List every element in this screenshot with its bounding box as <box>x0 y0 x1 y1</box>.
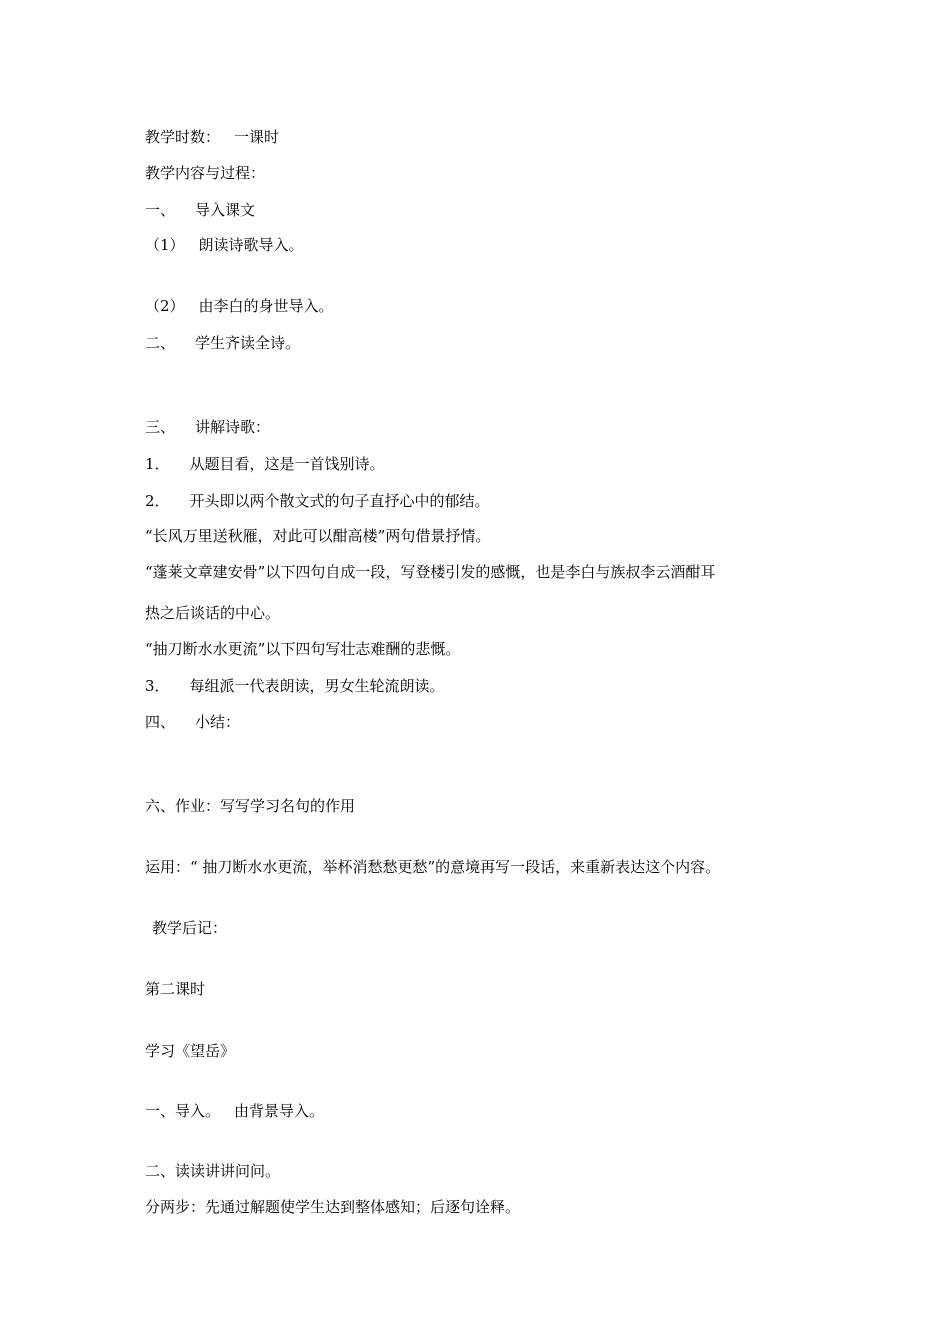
paragraph-line: “抽刀断水水更流”以下四句写壮志难酬的悲慨。 <box>145 640 461 658</box>
section-title: 导入课文 <box>195 201 256 219</box>
paragraph-line: “长风万里送秋雁，对此可以酣高楼”两句借景抒情。 <box>145 527 491 545</box>
point-1 <box>145 454 385 474</box>
point-3 <box>145 676 445 696</box>
section-title: 学生齐读全诗。 <box>195 334 301 352</box>
section-title: 小结： <box>195 713 241 731</box>
sub-item-2 <box>145 296 334 316</box>
content-process-heading: 教学内容与过程： <box>145 164 266 182</box>
point-number: 1． <box>145 455 170 473</box>
intro-label: 一、导入。 <box>145 1102 221 1120</box>
study-title-line: 学习《望岳》 <box>145 1042 236 1060</box>
point-text: 从题目看，这是一首饯别诗。 <box>189 455 385 473</box>
point-number: 3． <box>145 677 170 695</box>
point-2 <box>145 491 490 511</box>
teaching-hours-label: 教学时数： <box>145 128 221 146</box>
sub-item-text: 朗读诗歌导入。 <box>198 236 304 254</box>
section-number: 一、 <box>145 201 176 219</box>
second-lesson-heading: 第二课时 <box>145 980 206 998</box>
paragraph-line: 热之后谈话的中心。 <box>145 604 281 622</box>
paragraph-line: “蓬莱文章建安骨”以下四句自成一段，写登楼引发的感慨，也是李白与族叔李云酒酣耳 <box>145 563 716 581</box>
homework-line: 六、作业：写写学习名句的作用 <box>145 797 356 815</box>
section-four-heading <box>145 712 240 732</box>
read-discuss-line: 二、读读讲讲问问。 <box>145 1162 281 1180</box>
section-number: 二、 <box>145 334 176 352</box>
usage-line: 运用：“ 抽刀断水水更流，举杯消愁愁更愁”的意境再写一段话，来重新表达这个内容。 <box>145 858 721 876</box>
two-steps-line: 分两步：先通过解题使学生达到整体感知；后逐句诠释。 <box>145 1198 521 1216</box>
sub-item-number: （1） <box>145 236 185 254</box>
section-number: 四、 <box>145 713 176 731</box>
point-number: 2． <box>145 492 170 510</box>
intro-line <box>145 1101 324 1121</box>
intro-text: 由背景导入。 <box>234 1102 325 1120</box>
teaching-hours-value: 一课时 <box>234 128 280 146</box>
section-one-heading <box>145 200 255 220</box>
section-two-heading <box>145 333 300 353</box>
point-text: 开头即以两个散文式的句子直抒心中的郁结。 <box>189 492 490 510</box>
section-three-heading <box>145 417 270 437</box>
sub-item-number: （2） <box>145 297 185 315</box>
sub-item-text: 由李白的身世导入。 <box>198 297 334 315</box>
point-text: 每组派一代表朗读，男女生轮流朗读。 <box>189 677 445 695</box>
teaching-hours-line <box>145 127 279 147</box>
section-title: 讲解诗歌： <box>195 418 271 436</box>
section-number: 三、 <box>145 418 176 436</box>
postscript-heading: 教学后记： <box>152 919 228 937</box>
sub-item-1 <box>145 235 304 255</box>
